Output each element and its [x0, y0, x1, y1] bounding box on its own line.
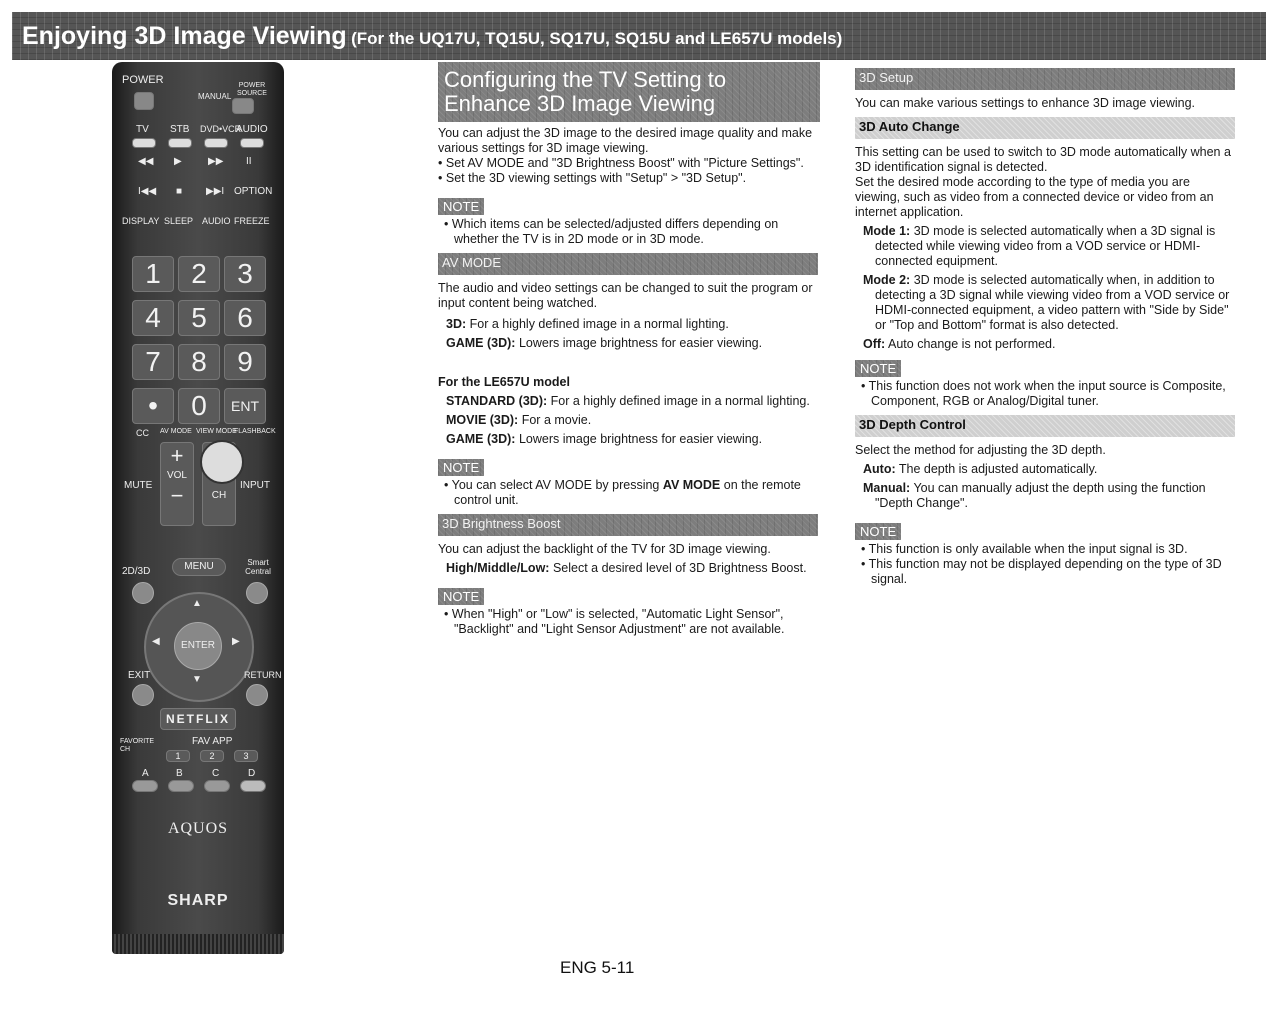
remote-sleep-label: SLEEP	[164, 216, 194, 226]
auto-change-note-text: • This function does not work when the input source is Composite, Component, RGB or Analog/Digital tuner.	[861, 379, 1235, 409]
remote-fav-app-2: 2	[200, 750, 224, 762]
remote-display-label: DISPLAY	[122, 216, 160, 226]
av-mode-item-standard-desc: For a highly defined image in a normal lighting.	[550, 394, 810, 408]
section-heading-line1: Configuring the TV Setting to	[444, 67, 727, 92]
remote-key-8: 8	[178, 344, 220, 380]
3d-auto-change-text1: This setting can be used to switch to 3D mode automatically when a 3D identification signal is detected.	[855, 145, 1231, 174]
auto-change-mode1	[855, 224, 1235, 269]
remote-a-button	[132, 780, 158, 792]
remote-a-label: A	[142, 768, 149, 779]
av-mode-note-pre: You can select AV MODE by pressing	[451, 478, 663, 492]
remote-tv-button	[132, 138, 156, 148]
av-mode-text: The audio and video settings can be changed to suit the program or input content being watched.	[438, 281, 813, 310]
remote-freeze-label: FREEZE	[234, 216, 270, 226]
remote-key-2: 2	[178, 256, 220, 292]
auto-change-off-term: Off:	[863, 337, 886, 351]
remote-fav-app-1: 1	[166, 750, 190, 762]
av-mode-item-game-term: GAME (3D):	[446, 336, 516, 350]
remote-b-label: B	[176, 768, 183, 779]
section-heading-line2: Enhance 3D Image Viewing	[444, 91, 716, 116]
auto-change-note-label: NOTE	[855, 360, 901, 377]
3d-auto-change-text2: Set the desired mode according to the type of media you are viewing, such as video from a connected device or video from an internet application.	[855, 175, 1214, 219]
av-mode-item-standard	[438, 394, 818, 409]
auto-change-mode2	[855, 273, 1235, 333]
remote-smart-central-button	[246, 582, 268, 604]
brightness-boost-item-term: High/Middle/Low:	[446, 561, 550, 575]
brightness-boost-item	[438, 561, 818, 576]
remote-audio-label: AUDIO	[236, 124, 268, 135]
depth-manual	[855, 481, 1235, 511]
remote-c-button	[204, 780, 230, 792]
remote-key-6: 6	[224, 300, 266, 336]
remote-skip-back-icon: I◀◀	[138, 186, 157, 197]
brightness-boost-heading: 3D Brightness Boost	[438, 514, 818, 536]
3d-setup-heading: 3D Setup	[855, 68, 1235, 90]
depth-auto	[855, 462, 1235, 477]
depth-manual-term: Manual:	[863, 481, 911, 495]
remote-key-dot: •	[132, 388, 174, 424]
av-mode-note-text	[444, 478, 818, 508]
av-mode-item-game-le-desc: Lowers image brightness for easier viewing.	[518, 432, 763, 446]
remote-mute-label: MUTE	[124, 480, 153, 491]
remote-left-arrow-icon: ◀	[152, 636, 160, 647]
3d-depth-control-text: Select the method for adjusting the 3D depth.	[855, 443, 1106, 457]
remote-d-label: D	[248, 768, 256, 779]
remote-key-ent: ENT	[224, 388, 266, 424]
note-text: • Which items can be selected/adjusted differs depending on whether the TV is in 2D mode or in 3D mode.	[444, 217, 818, 247]
remote-d-button	[240, 780, 266, 792]
page-subtitle: (For the UQ17U, TQ15U, SQ17U, SQ15U and LE657U models)	[351, 29, 843, 48]
intro-bullet-2: • Set the 3D viewing settings with "Setup" > "3D Setup".	[438, 171, 818, 186]
right-column	[855, 62, 1235, 587]
page-title: Enjoying 3D Image Viewing	[22, 22, 347, 50]
av-mode-item-game	[438, 336, 818, 351]
remote-exit-label: EXIT	[128, 670, 151, 681]
remote-stb-label: STB	[170, 124, 190, 135]
depth-note-label: NOTE	[855, 523, 901, 540]
remote-vol-plus-icon: +	[170, 443, 184, 468]
remote-smart-central-label: Smart Central	[245, 558, 271, 576]
remote-exit-button	[132, 684, 154, 706]
remote-play-icon: ▶	[174, 156, 182, 167]
av-mode-item-3d-term: 3D:	[446, 317, 467, 331]
note-label: NOTE	[438, 198, 484, 215]
depth-auto-term: Auto:	[863, 462, 896, 476]
remote-c-label: C	[212, 768, 220, 779]
3d-depth-control-heading: 3D Depth Control	[855, 415, 1235, 437]
depth-note-text-2: • This function may not be displayed depending on the type of 3D signal.	[861, 557, 1235, 587]
aquos-logo: AQUOS	[167, 820, 229, 837]
remote-up-arrow-icon: ▲	[192, 598, 202, 609]
remote-cc-label: CC	[136, 428, 149, 438]
auto-change-mode2-desc: 3D mode is selected automatically when, in addition to detecting a 3D signal while viewing video from a VOD service or HDMI-connected equipment, a video pattern with "Side by Side" or "Top and Bottom" format is also detected.	[875, 273, 1230, 332]
av-mode-note-label: NOTE	[438, 459, 484, 476]
remote-option-label: OPTION	[234, 186, 273, 197]
brightness-boost-text: You can adjust the backlight of the TV for 3D image viewing.	[438, 542, 771, 556]
av-mode-note-bold: AV MODE	[662, 478, 721, 492]
page-banner	[12, 12, 1266, 60]
remote-ch-label: CH	[211, 490, 227, 501]
av-mode-note-post: on the remote control unit.	[454, 478, 801, 507]
le657u-heading: For the LE657U model	[438, 375, 570, 389]
auto-change-mode1-term: Mode 1:	[863, 224, 911, 238]
auto-change-off-desc: Auto change is not performed.	[888, 337, 1056, 351]
intro-bullet-1: • Set AV MODE and "3D Brightness Boost" with "Picture Settings".	[438, 156, 818, 171]
remote-manual-label: MANUAL	[198, 92, 232, 101]
remote-fast-forward-icon: ▶▶	[208, 156, 224, 167]
brightness-note-text: • When "High" or "Low" is selected, "Automatic Light Sensor", "Backlight" and "Light Sensor Adjustment" are not available.	[444, 607, 818, 637]
av-mode-item-movie	[438, 413, 818, 428]
3d-auto-change-heading: 3D Auto Change	[855, 117, 1235, 139]
remote-return-button	[246, 684, 268, 706]
remote-favorite-ch-label: FAVORITE CH	[120, 738, 155, 753]
remote-control-image	[112, 62, 284, 954]
remote-enter-button: ENTER	[174, 622, 222, 670]
av-mode-item-3d	[438, 317, 818, 332]
remote-vol-label: VOL	[166, 470, 187, 481]
remote-key-9: 9	[224, 344, 266, 380]
remote-power-button	[134, 92, 154, 110]
remote-flashback-label: FLASHBACK	[234, 428, 276, 435]
remote-2d3d-label: 2D/3D	[122, 566, 151, 577]
section-heading-configuring	[438, 62, 820, 122]
remote-vol-rocker	[160, 442, 194, 526]
remote-fav-app-3: 3	[234, 750, 258, 762]
remote-right-arrow-icon: ▶	[232, 636, 240, 647]
av-mode-item-game-desc: Lowers image brightness for easier viewing.	[518, 336, 763, 350]
remote-stop-icon: ■	[176, 186, 183, 197]
3d-setup-text: You can make various settings to enhance 3D image viewing.	[855, 96, 1196, 110]
remote-audio-fn-label: AUDIO	[202, 216, 231, 226]
av-mode-item-game-le-term: GAME (3D):	[446, 432, 516, 446]
av-mode-item-3d-desc: For a highly defined image in a normal lighting.	[469, 317, 729, 331]
remote-skip-forward-icon: ▶▶I	[206, 186, 225, 197]
sharp-logo: SHARP	[167, 892, 229, 909]
auto-change-off	[855, 337, 1235, 352]
remote-key-0: 0	[178, 388, 220, 424]
remote-vol-minus-icon: −	[170, 483, 184, 508]
remote-fav-app-label: FAV APP	[192, 736, 233, 747]
remote-2d3d-button	[132, 582, 154, 604]
depth-manual-desc: You can manually adjust the depth using the function "Depth Change".	[875, 481, 1206, 510]
middle-column	[438, 62, 818, 637]
remote-dvd-button	[204, 138, 228, 148]
remote-key-7: 7	[132, 344, 174, 380]
av-mode-item-standard-term: STANDARD (3D):	[446, 394, 548, 408]
remote-key-4: 4	[132, 300, 174, 336]
depth-note-text-1: • This function is only available when the input signal is 3D.	[861, 542, 1235, 557]
remote-tv-label: TV	[136, 124, 149, 135]
remote-return-label: RETURN	[244, 670, 282, 680]
brightness-note-label: NOTE	[438, 588, 484, 605]
auto-change-mode2-term: Mode 2:	[863, 273, 911, 287]
pointing-hand-icon	[200, 440, 244, 484]
remote-pause-icon: II	[246, 156, 252, 167]
remote-key-1: 1	[132, 256, 174, 292]
remote-av-mode-label: AV MODE	[160, 428, 192, 435]
auto-change-mode1-desc: 3D mode is selected automatically when a 3D signal is detected while viewing video from a VOD service or HDMI-connected equipment.	[875, 224, 1216, 268]
depth-auto-desc: The depth is adjusted automatically.	[898, 462, 1098, 476]
remote-view-mode-label: VIEW MODE	[196, 428, 237, 435]
remote-audio-button	[240, 138, 264, 148]
brightness-boost-item-desc: Select a desired level of 3D Brightness Boost.	[552, 561, 807, 575]
av-mode-item-movie-desc: For a movie.	[521, 413, 592, 427]
page-number: ENG 5-11	[560, 958, 635, 977]
intro-paragraph: You can adjust the 3D image to the desired image quality and make various settings for 3D image viewing.	[438, 126, 813, 155]
remote-b-button	[168, 780, 194, 792]
av-mode-item-movie-term: MOVIE (3D):	[446, 413, 519, 427]
remote-dvd-label: DVD•VCR	[200, 124, 242, 134]
remote-input-label: INPUT	[240, 480, 270, 491]
remote-key-3: 3	[224, 256, 266, 292]
remote-key-5: 5	[178, 300, 220, 336]
remote-netflix-button: NETFLIX	[160, 708, 236, 730]
remote-power-source-button	[232, 98, 254, 114]
remote-power-label: POWER	[122, 74, 164, 86]
remote-stb-button	[168, 138, 192, 148]
av-mode-heading: AV MODE	[438, 253, 818, 275]
remote-menu-button: MENU	[172, 558, 226, 576]
remote-rewind-icon: ◀◀	[138, 156, 154, 167]
remote-down-arrow-icon: ▼	[192, 674, 202, 685]
remote-power-source-label: POWER SOURCE	[237, 82, 267, 97]
av-mode-item-game-le	[438, 432, 818, 447]
